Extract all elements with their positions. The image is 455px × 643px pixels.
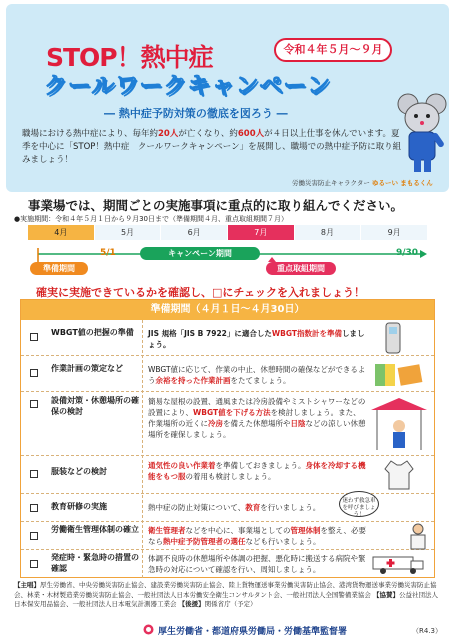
month-8: 8月 [295,225,362,240]
checklist-row [21,522,434,550]
mascot-icon [394,92,450,178]
checkbox[interactable] [30,504,38,512]
item-description: 通気性の良い作業着を準備しておきましょう。身体を冷却する機能をもつ服の着用も検討しましょう。 [148,461,366,481]
checklist-row [21,456,434,494]
item-description: 体調不良時の休憩場所や体調の把握、悪化時に搬送する病院や緊急時の対応について確認を行い、周知しましょう。 [148,554,366,574]
item-label: 設備対策・休憩場所の確保の検討 [51,396,139,416]
section-heading: 事業場では、期間ごとの実施事項に重点的に取り組んでください。 [28,198,404,213]
item-label: WBGT値の把握の準備 [51,328,134,337]
footer-sponsors: 【主唱】厚生労働省、中央労働災害防止協会、建設業労働災害防止協会、陸上貨物運送事業労働災害防止協会、港湾貨物運送事業労働災害防止協会、林業・木材製造業労働災害防止協会、一般社団法人日本労働安全衛生コンサルタント会、一般社団法人全国警備業協会 【協賛】公益社団法人日本保安用品協会、一般社団法人日本電気計測器工業会 【後援】関係省庁（予定） [14,581,438,608]
item-label: 服装などの検討 [51,467,107,476]
item-description: 衛生管理者などを中心に、事業場としての管理体制を整え、必要なら熱中症予防管理者の選任なども行いましょう。 [148,526,366,546]
ministry-name: 厚生労働省・都道府県労働局・労働基準監督署 [158,627,348,637]
start-date: 5/1 [100,248,116,258]
ambulance-bubble: 迷わず救急車を呼びましょう！ [339,491,379,517]
item-description: 簡易な屋根の設置、通風または冷房設備やミストシャワーなどの設置により、WBGT値を下げる方法を検討しましょう。また、作業場所の近くに冷房を備えた休憩場所や日陰などの涼しい休憩場所を確保しましょう。 [148,397,366,439]
checklist-header: 準備期間（４月１日〜４月30日） [21,300,434,320]
timeline-months [28,225,428,240]
period-badge: 令和４年５月〜９月 [274,38,392,62]
prep-period-label: 準備期間 [30,262,88,275]
stop-title: STOP！熱中症 [46,43,213,72]
intro-text: 職場における熱中症により、毎年約20人が亡くなり、約600人が４日以上仕事を休んでいます。夏季を中心に「STOP！熱中症 クールワークキャンペーン」を展開し、職場での熱中症予防に取り組みましょう！ [22,129,402,165]
wbgt-meter-icon [381,322,405,354]
checkbox[interactable] [30,470,38,478]
worker-icon [405,522,431,550]
checkbox[interactable] [30,333,38,341]
focus-period-label: 重点取組期間 [266,262,336,275]
checkbox[interactable] [30,369,38,377]
item-label: 教育研修の実施 [51,502,107,511]
item-label: 作業計画の策定など [51,364,123,373]
ministry-logo-icon [143,624,154,635]
month-9: 9月 [361,225,428,240]
check-instruction: 確実に実施できているかを確認し、□にチェックを入れましょう！ [36,286,366,299]
item-description: JIS 規格「JIS B 7922」に適合したWBGT指数計を準備しましょう。 [148,329,365,349]
checkbox[interactable] [30,560,38,568]
checklist [20,299,435,578]
checklist-row [21,356,434,392]
end-date: 9/30 [396,248,419,258]
month-5: 5月 [95,225,162,240]
item-label: 発症時・緊急時の措置の確認 [51,553,139,573]
document-code: （R4.3） [412,627,442,635]
checkbox[interactable] [30,400,38,408]
shade-tent-icon [369,396,429,452]
vest-icon [383,459,415,491]
item-description: WBGT値に応じて、作業の中止、休憩時間の確保などができるよう余裕を持った作業計画をたてましょう。 [148,365,366,385]
header-banner [6,4,449,192]
month-6: 6月 [161,225,228,240]
month-7: 7月 [228,225,295,240]
checklist-row [21,320,434,356]
month-4: 4月 [28,225,95,240]
campaign-period-label: キャンペーン期間 [140,247,260,260]
tagline: ― 熱中症予防対策の徹底を図ろう ― [104,107,288,120]
checklist-row [21,550,434,578]
item-description: 熱中症の防止対策について、教育を行いましょう。 [148,503,321,512]
documents-icon [373,360,427,388]
ambulance-icon [371,553,427,575]
period-note: ●実施期間：令和４年５月１日から９月30日まで（準備期間４月、重点取組期間７月） [14,215,289,223]
item-label: 労働衛生管理体制の確立 [51,525,139,534]
campaign-title: クールワークキャンペーン [44,73,332,99]
timeline [28,225,428,273]
checklist-row [21,392,434,456]
checkbox[interactable] [30,532,38,540]
mascot-caption: 労働災害防止キャラクター ゆるーい まもるくん [292,179,433,187]
timeline-arrow [28,240,428,280]
